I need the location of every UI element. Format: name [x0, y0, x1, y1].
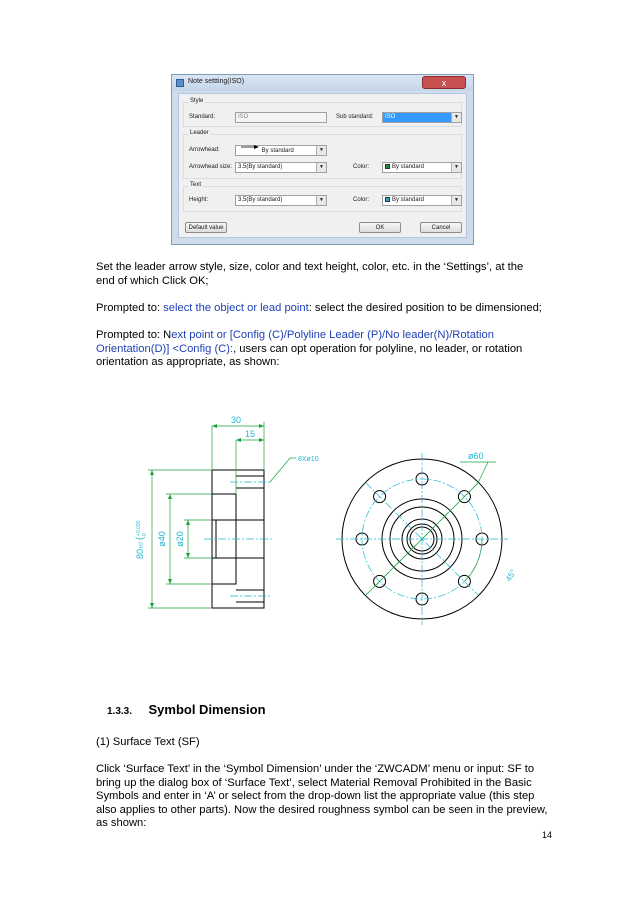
- prompt-command: Orientation(D)] <Config (C):: [96, 342, 234, 355]
- arrowhead-size-value: 3.5(By standard): [238, 164, 283, 170]
- section-number: 1.3.3.: [107, 706, 133, 717]
- side-centerlines: [204, 482, 272, 596]
- front-dimensions: [366, 462, 496, 595]
- dim-30: 30: [230, 415, 242, 425]
- paragraph-prompt-1: [96, 302, 576, 316]
- app-icon: [176, 79, 184, 87]
- prompt-command: ext point or [Config (C)/Polyline Leader (P)/No leader(N)/Rotation: [171, 329, 494, 341]
- paragraph-line: Set the leader arrow style, size, color and text height, color, etc. in the ‘Settings’, at the: [96, 261, 524, 273]
- paragraph-line: orientation as appropriate, as shown:: [96, 356, 280, 369]
- color-swatch: [385, 164, 390, 169]
- paragraph-prompt-2: [96, 329, 576, 370]
- dialog-body: [178, 93, 467, 238]
- default-value-button[interactable]: Default value: [185, 222, 227, 233]
- dim-d60: ø60: [468, 451, 484, 461]
- dim-80-group: [135, 520, 148, 559]
- leader-color-value: By standard: [392, 164, 425, 170]
- chevron-down-icon[interactable]: ▼: [316, 163, 326, 172]
- sub-standard-value: ISO: [385, 114, 396, 120]
- height-select[interactable]: [235, 195, 327, 206]
- dim-80-paren: (: [135, 536, 146, 540]
- dimension-arrowheads: [150, 424, 264, 608]
- flange-drawing: [120, 412, 530, 642]
- subsection-title: (1) Surface Text (SF): [96, 736, 200, 748]
- standard-label: Standard:: [189, 114, 216, 120]
- dim-d20: ø20: [175, 531, 185, 547]
- prompt-prefix: Prompted to: N: [96, 329, 172, 341]
- chevron-down-icon[interactable]: ▼: [451, 163, 461, 172]
- ok-button[interactable]: OK: [359, 222, 401, 233]
- section-title: Symbol Dimension: [148, 702, 266, 717]
- dialog-titlebar[interactable]: [172, 75, 473, 91]
- prompt-suffix: , users can opt operation for polyline, no leader, or rotation: [233, 342, 523, 355]
- dim-45: 45°: [503, 568, 518, 583]
- arrowhead-size-select[interactable]: [235, 162, 327, 173]
- arrowhead-select[interactable]: [235, 145, 327, 156]
- paragraph-line: end of which Click OK;: [96, 274, 209, 287]
- section-heading: [107, 701, 266, 719]
- paragraph-line: Symbols and enter in ‘A’ or select from the drop-down list the appropriate value (this step: [96, 790, 535, 803]
- sub-standard-label: Sub standard:: [336, 114, 374, 120]
- prompt-suffix: : select the desired position to be dimensioned;: [308, 302, 542, 314]
- height-value: 3.5(By standard): [238, 197, 283, 203]
- arrowhead-label: Arrowhead:: [189, 147, 220, 153]
- chevron-down-icon[interactable]: ▼: [451, 196, 461, 205]
- text-color-value: By standard: [392, 197, 425, 203]
- arrow-icon: [238, 144, 260, 154]
- arrowhead-size-label: Arrowhead size:: [189, 164, 233, 170]
- leader-color-label: Color:: [353, 164, 370, 170]
- height-label: Height:: [189, 197, 209, 203]
- arrowhead-value: By standard: [261, 148, 294, 154]
- dialog-title: Note settting(ISO): [188, 78, 245, 85]
- standard-field[interactable]: ISO: [235, 112, 327, 123]
- dim-80-tol-lower: 0: [142, 533, 148, 536]
- chevron-down-icon[interactable]: ▼: [316, 146, 326, 155]
- prompt-prefix: Prompted to:: [96, 302, 164, 314]
- paragraph-settings: [96, 261, 566, 288]
- color-swatch: [385, 197, 390, 202]
- paragraph-line: bring up the dialog box of ‘Surface Text’, select Material Removal Prohibited in the Basic: [96, 776, 532, 789]
- text-color-label: Color:: [353, 197, 370, 203]
- chevron-down-icon[interactable]: ▼: [451, 113, 461, 122]
- paragraph-surface-text: [96, 763, 576, 831]
- style-group-label: Style: [190, 98, 204, 104]
- leader-group-label: Leader: [190, 130, 209, 136]
- text-color-select[interactable]: [382, 195, 462, 206]
- dim-80-fit: H7: [139, 541, 145, 548]
- dim-80-tol-upper: +0.030: [136, 520, 142, 536]
- dim-holes: 8Xø10: [298, 456, 319, 463]
- sub-standard-select[interactable]: [382, 112, 462, 123]
- leader-color-select[interactable]: [382, 162, 462, 173]
- close-button[interactable]: x: [422, 76, 466, 89]
- text-group-label: Text: [190, 182, 202, 188]
- dim-80: 80: [135, 548, 145, 559]
- prompt-command: select the object or lead point: [163, 302, 309, 314]
- paragraph-line: as shown:: [96, 817, 147, 830]
- page-number: 14: [542, 830, 553, 840]
- dim-d40: ø40: [157, 531, 167, 547]
- dim-15: 15: [244, 429, 256, 439]
- chevron-down-icon[interactable]: ▼: [316, 196, 326, 205]
- paragraph-line: Click ‘Surface Text’ in the ‘Symbol Dimension’ under the ‘ZWCADM’ menu or input: SF to: [96, 763, 535, 775]
- cancel-button[interactable]: Cancel: [420, 222, 462, 233]
- note-settings-dialog: [171, 74, 474, 245]
- paragraph-line: also applies to other parts). Now the desired roughness symbol can be seen in the preview,: [96, 803, 548, 816]
